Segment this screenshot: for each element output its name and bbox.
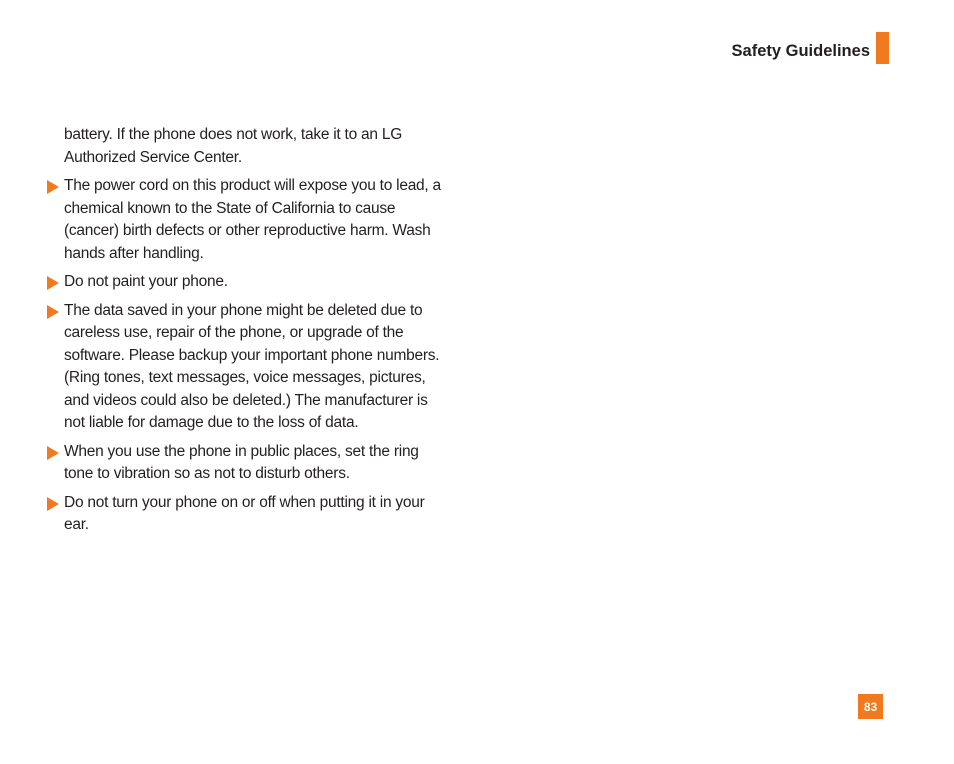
bullet-arrow-icon: [47, 180, 59, 194]
list-item-text: The power cord on this product will expose you to lead, a chemical known to the State of California to cause (cancer) birth defects or other reproductive harm. Wash hands after handling.: [64, 177, 441, 262]
continued-paragraph: battery. If the phone does not work, take it to an LG Authorized Service Center.: [64, 126, 403, 166]
bullet-arrow-icon: [47, 276, 59, 290]
list-item: [46, 300, 446, 435]
bullet-arrow-icon: [47, 305, 59, 319]
page-header: [732, 32, 889, 64]
list-item-text: The data saved in your phone might be deleted due to careless use, repair of the phone, or upgrade of the software. Please backup your important phone numbers. (Ring tones, text messages, voice messages, pictures, and videos could also be deleted.) The manufacturer is not liable for damage due to the loss of data.: [64, 301, 440, 431]
list-item: [46, 175, 446, 265]
bullet-arrow-icon: [47, 497, 59, 511]
bullet-arrow-icon: [47, 446, 59, 460]
list-item-text: Do not turn your phone on or off when putting it in your ear.: [64, 493, 425, 533]
list-item: [46, 492, 446, 537]
list-item-text: When you use the phone in public places, set the ring tone to vibration so as not to disturb others.: [64, 442, 419, 482]
list-item: [46, 441, 446, 486]
list-item-text: Do not paint your phone.: [64, 273, 228, 290]
page-number-badge: 83: [858, 694, 883, 719]
section-title: Safety Guidelines: [731, 41, 870, 60]
section-tab-marker: [876, 32, 889, 64]
list-item: [46, 271, 446, 294]
body-text: [46, 124, 446, 543]
